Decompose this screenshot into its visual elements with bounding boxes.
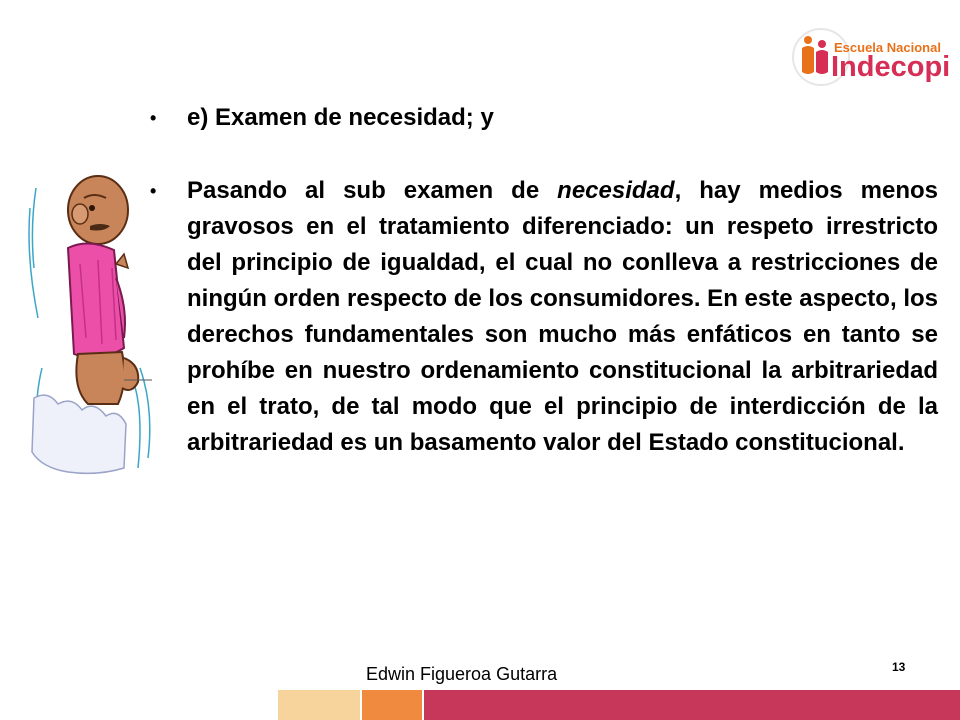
logo-title: Indecopi bbox=[831, 51, 951, 83]
page-number: 13 bbox=[892, 660, 906, 674]
thinking-man-illustration bbox=[28, 168, 158, 488]
footer-bar-light bbox=[278, 690, 360, 720]
slide-body bbox=[150, 100, 938, 498]
bullet-marker: • bbox=[150, 181, 157, 201]
indecopi-logo bbox=[790, 26, 951, 86]
bullet-text: e) Examen de necesidad; y bbox=[187, 104, 494, 131]
footer-bar-red bbox=[424, 690, 960, 720]
footer-bar-orange bbox=[362, 690, 422, 720]
logo-subtitle: Escuela Nacional bbox=[834, 40, 941, 55]
paragraph-part-2: , hay medios menos gravosos en el tratamiento diferenciado: un respeto irrestricto del principio de igualdad, el cual no conlleva a restricciones de ningún orden respecto de los consumidores. En este aspecto, los derechos fundamentales son mucho más enfáticos en tanto se prohíbe en nuestro ordenamiento constitucional la arbitrariedad en el trato, de tal modo que el principio de interdicción de la arbitrariedad es un basamento valor del Estado constitucional. bbox=[187, 177, 938, 456]
paragraph-part-1: Pasando al sub examen de bbox=[187, 177, 558, 204]
bullet-item-necesidad bbox=[150, 100, 938, 136]
author-name: Edwin Figueroa Gutarra bbox=[366, 664, 558, 684]
bullet-item-paragraph bbox=[150, 173, 938, 461]
paragraph-emphasis: necesidad bbox=[557, 177, 675, 204]
bullet-marker: • bbox=[150, 108, 157, 128]
